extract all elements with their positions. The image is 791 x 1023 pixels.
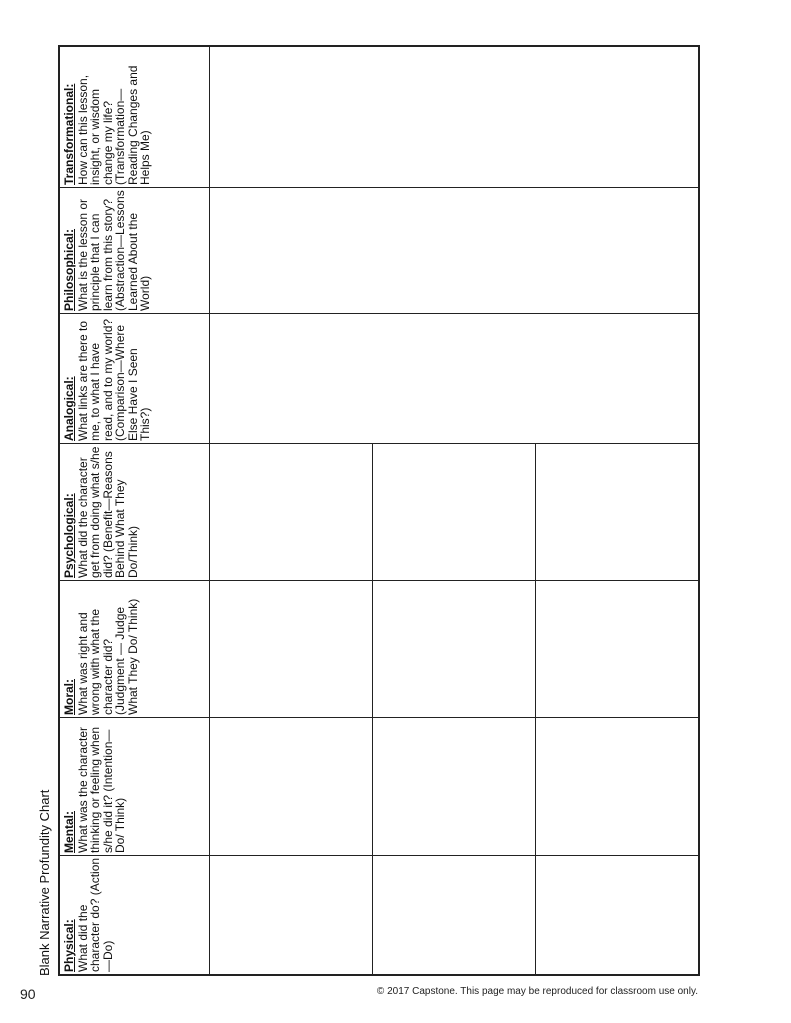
header-mental [61, 719, 127, 853]
answer-cell-transformational[interactable] [210, 47, 698, 187]
header-analogical-question: What links are there to me, to what I have read, and to my world? (Comparison—Where Else Have I Seen This?) [75, 318, 152, 441]
header-physical-label: Physical: [62, 919, 76, 972]
header-philosophical [61, 189, 152, 311]
chart-title: Blank Narrative Profundity Chart [37, 789, 52, 976]
answer-cell-moral[interactable] [210, 581, 698, 717]
header-analogical [61, 315, 152, 441]
header-mental-label: Mental: [62, 811, 76, 853]
header-transformational-label: Transformational: [62, 83, 76, 185]
header-moral [61, 581, 139, 715]
header-moral-label: Moral: [62, 679, 76, 715]
table-border-bottom [58, 974, 700, 976]
header-psychological [61, 444, 139, 578]
answer-cell-mental[interactable] [210, 718, 698, 855]
header-physical [61, 857, 114, 972]
header-psychological-label: Psychological: [62, 493, 76, 578]
header-analogical-label: Analogical: [62, 376, 76, 441]
copyright-notice: © 2017 Capstone. This page may be reproduced for classroom use only. [376, 986, 698, 997]
header-philosophical-label: Philosophical: [62, 228, 76, 311]
header-mental-question: What was the character thinking or feeling when s/he did it? (Intention—Do/ Think) [75, 726, 127, 853]
header-psychological-question: What did the character get from doing what s/he did? (Benefit—Reasons Behind What They Do/Think) [75, 446, 140, 578]
header-transformational [61, 49, 152, 185]
answer-cell-physical[interactable] [210, 856, 698, 974]
answer-cell-philosophical[interactable] [210, 188, 698, 313]
header-philosophical-question: What is the lesson or principle that I can learn from this story? (Abstraction—Lessons Learned About the World) [75, 190, 152, 311]
table-border-right [698, 45, 700, 976]
answer-cell-psychological[interactable] [210, 444, 698, 580]
header-physical-question: What did the character do? (Action—Do) [75, 857, 115, 972]
page-number: 90 [20, 986, 36, 1002]
header-moral-question: What was right and wrong with what the character did? (Judgment — Judge What They Do/ Think) [75, 598, 140, 715]
table-border-left [58, 45, 60, 976]
answer-cell-analogical[interactable] [210, 314, 698, 443]
header-transformational-question: How can this lesson, insight, or wisdom change my life? (Transformation—Reading Changes and Helps Me) [75, 65, 152, 185]
